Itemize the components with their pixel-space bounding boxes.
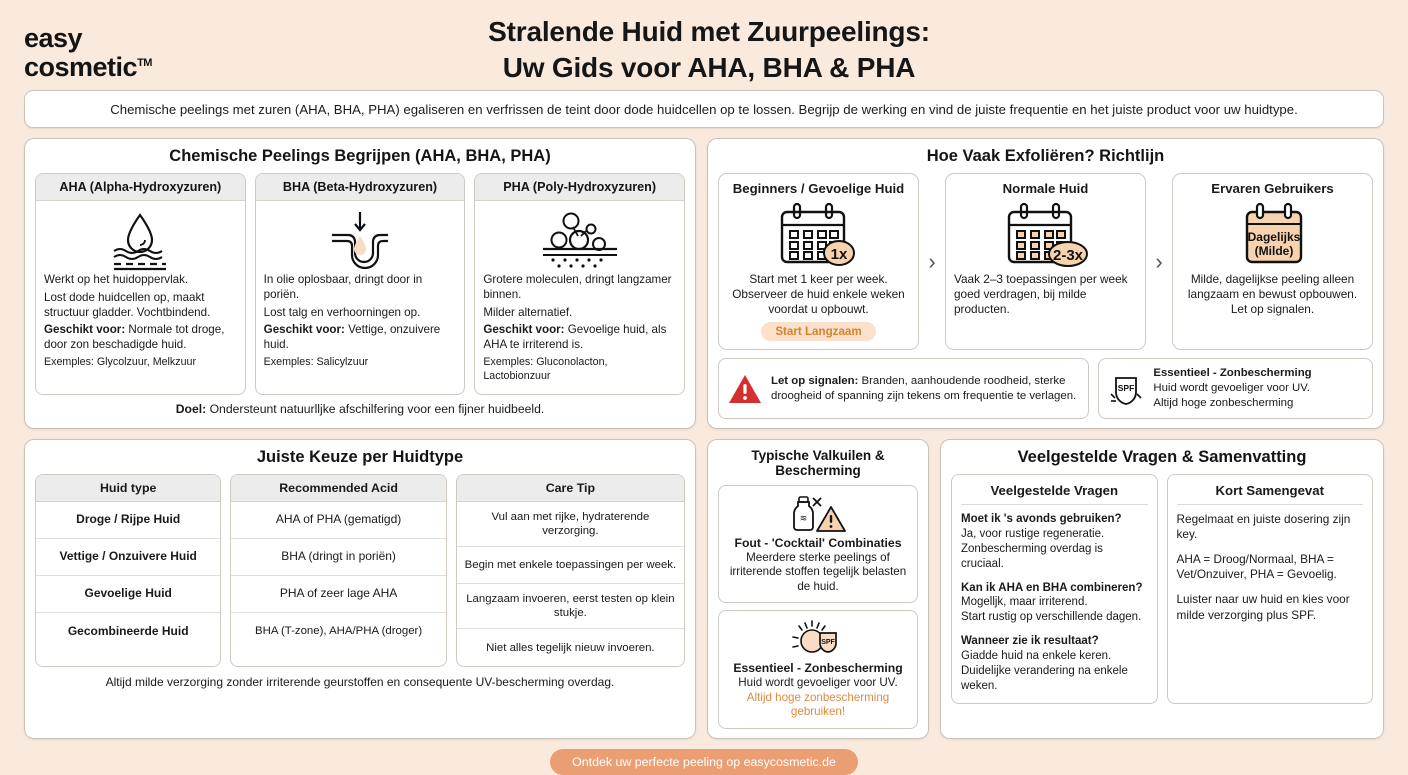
pitfall-card-spf-text: Huid wordt gevoeliger voor UV. <box>738 676 898 690</box>
acid-aha-line-1: Lost dode huidcellen op, maakt structuur gladder. Vochtbindend. <box>44 290 211 319</box>
pitfall-card-cocktail <box>718 485 918 603</box>
faq-item <box>961 581 1148 626</box>
acid-card-pha-text <box>483 273 676 387</box>
spf-note-title: Essentieel - Zonbescherming <box>1153 367 1312 380</box>
frequency-step-beginners-title: Beginners / Gevoelige Huid <box>732 181 905 196</box>
acid-card-pha <box>474 173 685 395</box>
pore-penetration-icon <box>264 207 457 273</box>
cta-button[interactable]: Ontdek uw perfecte peeling op easycosmetic.de <box>550 749 858 775</box>
summary-line: Regelmaat en juiste dosering zijn key. <box>1176 511 1351 542</box>
svg-text:SPF: SPF <box>821 639 835 647</box>
top-section <box>0 128 1408 429</box>
faq-question: Wanneer zie ik resultaat? <box>961 635 1099 648</box>
faq-item <box>961 634 1148 694</box>
brand-logo-line1: easy <box>24 23 83 53</box>
skintype-table-panel <box>24 439 696 739</box>
acids-footer-text: Ondersteunt natuurlljke afschilfering voor een fijner huidbeeld. <box>206 401 545 416</box>
acids-panel-footer <box>35 402 685 416</box>
acid-bha-line-1: Lost talg en verhoorningen op. <box>263 305 421 319</box>
table-row: Gevoelige Huid <box>36 576 220 613</box>
acid-card-pha-header: PHA (Poly-Hydroxyzuren) <box>475 174 684 201</box>
bottle-x-warning-icon <box>726 492 910 536</box>
acid-bha-examples: Exemples: Salicylzuur <box>263 356 369 369</box>
svg-text:SPF: SPF <box>1118 382 1135 393</box>
warning-note <box>718 358 1089 418</box>
large-molecules-icon <box>483 207 676 273</box>
table-row: Niet alles tegelijk nieuw invoeren. <box>486 641 655 654</box>
page-title <box>224 14 1384 86</box>
faq-question: Kan ik AHA en BHA combineren? <box>961 581 1143 594</box>
frequency-step-experienced-title: Ervaren Gebruikers <box>1211 181 1334 196</box>
table-row: BHA (T-zone), AHA/PHA (droger) <box>255 625 423 638</box>
intro-banner: Chemische peelings met zuren (AHA, BHA, PHA) egaliseren en verfrissen de teint door dode huidcellen op te lossen. Begrijp de werking en vind de juiste frequentie en het juiste product voor uw huidtype. <box>24 90 1384 128</box>
page-title-line1: Stralende Huid met Zuurpeelings: <box>488 16 930 47</box>
faq-answer-line: Giadde huid na enkele keren. <box>961 650 1112 663</box>
table-row: Vettige / Onzuivere Huid <box>36 539 220 576</box>
pitfall-card-cocktail-text: Meerdere sterke peelings of irriterende stoffen tegelijk belasten de huid. <box>729 550 907 593</box>
svg-text:1x: 1x <box>830 246 847 263</box>
acid-aha-line-0: Werkt op het huidoppervlak. <box>44 273 189 286</box>
warning-note-label: Let op signalen: <box>771 374 859 387</box>
faq-panel-title: Veelgestelde Vragen & Samenvatting <box>1017 447 1307 466</box>
frequency-step-normal <box>945 173 1146 350</box>
frequency-step-experienced <box>1172 173 1373 350</box>
frequency-step-experienced-text: Milde, dagelijkse peeling alleen langzaam en bewust opbouwen. Let op signalen. <box>1187 272 1358 317</box>
faq-item <box>961 512 1148 572</box>
table-row: Begin met enkele toepassingen per week. <box>457 547 684 584</box>
faq-answer-line: Zonbescherming overdag is cruciaal. <box>961 542 1103 570</box>
svg-text:≋: ≋ <box>799 512 808 523</box>
summary-heading: Kort Samengevat <box>1177 483 1364 505</box>
svg-text:2-3x: 2-3x <box>1052 247 1083 264</box>
acid-aha-fit-label: Geschikt voor: <box>44 323 126 337</box>
acid-bha-line-0: In olie oplosbaar, dringt door in poriën. <box>263 273 423 301</box>
faq-answer-line: Mogelljk, maar irriterend. <box>961 596 1088 609</box>
acid-pha-fit-label: Geschikt voor: <box>483 323 565 337</box>
frequency-notes-row <box>718 358 1373 418</box>
water-drop-surface-icon <box>44 207 237 273</box>
svg-text:Dagelijks: Dagelijks <box>1247 230 1300 244</box>
page-header <box>0 0 1408 90</box>
sun-spf-icon <box>726 617 910 661</box>
frequency-panel <box>707 138 1384 429</box>
spf-shield-icon <box>1108 372 1144 406</box>
pitfall-card-spf-highlight: Altijd hoge zonbescherming gebruiken! <box>746 690 890 719</box>
table-header-caretip: Care Tip <box>457 475 684 502</box>
calendar-daily-icon <box>1223 198 1323 272</box>
acid-card-bha <box>255 173 466 395</box>
table-column-skintype <box>35 474 221 668</box>
acid-cards-row <box>35 173 685 395</box>
table-row: Gecombineerde Huid <box>67 623 189 638</box>
faq-answer-line: Ja, voor rustige regeneratie. <box>961 527 1105 540</box>
bottom-section <box>0 429 1408 739</box>
acid-card-bha-header: BHA (Beta-Hydroxyzuren) <box>256 174 465 201</box>
pitfall-card-spf <box>718 610 918 728</box>
acid-bha-fit-label: Geschikt voor: <box>263 323 345 337</box>
faq-questions-column <box>951 474 1158 704</box>
faq-answer-line: Duidelijke verandering na enkele weken. <box>961 665 1128 693</box>
table-column-caretip <box>456 474 685 668</box>
spf-note <box>1098 358 1373 418</box>
summary-line: AHA = Droog/Normaal, BHA = Vet/Onzuiver, PHA = Gevoelig. <box>1176 551 1337 582</box>
faq-question: Moet ik 's avonds gebruiken? <box>961 512 1122 525</box>
warning-note-text <box>771 374 1079 404</box>
acid-pha-fit-value: Gevoelige huid, als AHA te irriterend is. <box>483 323 667 352</box>
calendar-2-3x-icon <box>993 198 1099 272</box>
skintype-table-footer: Altijd milde verzorging zonder irriterende geurstoffen en consequente UV-bescherming overdag. <box>105 675 615 690</box>
skintype-table <box>35 474 685 668</box>
table-header-skintype: Huid type <box>36 475 220 502</box>
acid-pha-line-0: Grotere moleculen, dringt langzamer binnen. <box>483 273 672 301</box>
frequency-step-beginners-text: Start met 1 keer per week. Observeer de huid enkele weken voordat u opbouwt. <box>732 272 905 317</box>
acid-pha-line-1: Milder alternatief. <box>483 305 573 319</box>
table-row: AHA of PHA (gematigd) <box>231 502 445 539</box>
spf-note-line2: Huid wordt gevoeliger voor UV. <box>1153 382 1310 395</box>
acid-card-aha-header: AHA (Alpha-Hydroxyzuren) <box>36 174 245 201</box>
frequency-panel-title: Hoe Vaak Exfoliëren? Richtlijn <box>926 147 1165 165</box>
acid-bha-fit-value: Vettige, onzuivere huid. <box>263 323 441 352</box>
acids-panel <box>24 138 696 429</box>
summary-line: Luister naar uw huid en kies voor milde verzorging plus SPF. <box>1176 592 1350 622</box>
start-slow-pill: Start Langzaam <box>761 322 875 341</box>
calendar-1x-icon <box>766 198 872 272</box>
spf-note-line3: Altijd hoge zonbescherming <box>1153 396 1294 409</box>
frequency-step-normal-title: Normale Huid <box>1002 181 1089 196</box>
svg-text:(Milde): (Milde) <box>1254 244 1293 258</box>
acid-aha-fit-value: Normale tot droge, door zon beschadigde huid. <box>44 323 225 352</box>
spf-note-text <box>1153 366 1311 410</box>
acids-panel-title: Chemische Peelings Begrijpen (AHA, BHA, PHA) <box>169 147 551 165</box>
acid-aha-examples: Exemples: Glycolzuur, Melkzuur <box>44 356 197 369</box>
brand-logo-line2 <box>24 53 152 82</box>
pitfall-card-cocktail-title: Fout - 'Cocktail' Combinaties <box>734 535 902 550</box>
chevron-right-icon-1: › <box>928 248 936 274</box>
chevron-right-icon-2: › <box>1155 248 1163 274</box>
table-row: PHA of zeer lage AHA <box>231 576 445 613</box>
table-row: Langzaam invoeren, eerst testen op klein stukje. <box>457 584 684 629</box>
table-row: Vul aan met rijke, hydraterende verzorging. <box>457 502 684 547</box>
table-column-acid <box>230 474 446 668</box>
table-row: Droge / Rijpe Huid <box>36 502 220 539</box>
acids-footer-label: Doel: <box>175 401 207 416</box>
brand-logo-word: cosmetic <box>24 51 138 82</box>
faq-columns <box>951 474 1373 704</box>
page-footer <box>0 749 1408 775</box>
pitfalls-panel-title: Typische Valkuilen & Bescherming <box>751 447 885 478</box>
pitfalls-panel <box>707 439 929 739</box>
warning-note-body: Branden, aanhoudende roodheid, sterke droogheid of spanning zijn tekens om frequentie te verlagen. <box>771 374 1077 402</box>
faq-answer-line: Start rustig op verschillende dagen. <box>961 611 1142 624</box>
table-row: BHA (dringt in poriën) <box>231 539 445 576</box>
faq-panel <box>940 439 1384 739</box>
skintype-table-title: Juiste Keuze per Huidtype <box>256 447 464 466</box>
brand-logo <box>24 14 224 82</box>
acid-card-aha-text <box>44 273 237 373</box>
acid-pha-examples: Exemples: Gluconolacton, Lactobionzuur <box>483 356 608 382</box>
pitfall-card-spf-title: Essentieel - Zonbescherming <box>733 661 903 676</box>
table-header-acid: Recommended Acid <box>231 475 445 502</box>
summary-column <box>1167 474 1374 704</box>
warning-triangle-icon <box>728 373 762 405</box>
acid-card-bha-text <box>264 273 457 373</box>
frequency-step-normal-text: Vaak 2–3 toepassingen per week goed verdragen, bij milde producten. <box>954 272 1128 317</box>
faq-questions-heading: Veelgestelde Vragen <box>961 483 1148 505</box>
frequency-step-beginners <box>718 173 919 350</box>
acid-card-aha <box>35 173 246 395</box>
page-title-line2: Uw Gids voor AHA, BHA & PHA <box>502 51 916 83</box>
frequency-steps-row <box>718 173 1373 350</box>
trademark-icon: TM <box>137 56 152 69</box>
